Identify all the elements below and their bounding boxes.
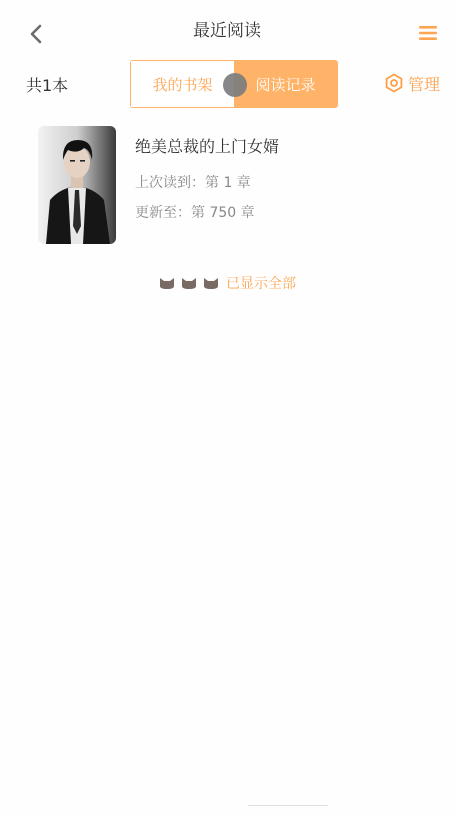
gear-icon — [384, 73, 404, 93]
book-title: 绝美总裁的上门女婿 — [135, 137, 280, 156]
cat-face-icon — [180, 276, 198, 290]
tab-reading-history[interactable]: 阅读记录 — [234, 61, 337, 107]
segmented-control — [130, 60, 338, 108]
menu-icon — [419, 25, 437, 41]
tabs-row — [0, 58, 454, 110]
tab-bookshelf[interactable]: 我的书架 — [131, 61, 234, 107]
manage-label: 管理 — [407, 74, 440, 94]
toggle-knob[interactable] — [223, 73, 247, 97]
cat-face-icon — [158, 276, 176, 290]
end-of-list-text: 已显示全部 — [226, 276, 296, 292]
book-cover — [38, 126, 116, 244]
cat-face-icon — [202, 276, 220, 290]
page-title: 最近阅读 — [193, 21, 261, 41]
book-last-read: 上次读到：第 1 章 — [135, 175, 251, 191]
home-indicator — [248, 805, 328, 806]
book-count: 共1本 — [26, 76, 69, 95]
manage-button[interactable] — [384, 70, 440, 96]
book-updated: 更新至：第 750 章 — [135, 205, 255, 221]
end-of-list-marker — [0, 272, 454, 294]
menu-button[interactable] — [416, 22, 440, 44]
header — [0, 0, 454, 62]
list-item[interactable] — [0, 124, 454, 248]
